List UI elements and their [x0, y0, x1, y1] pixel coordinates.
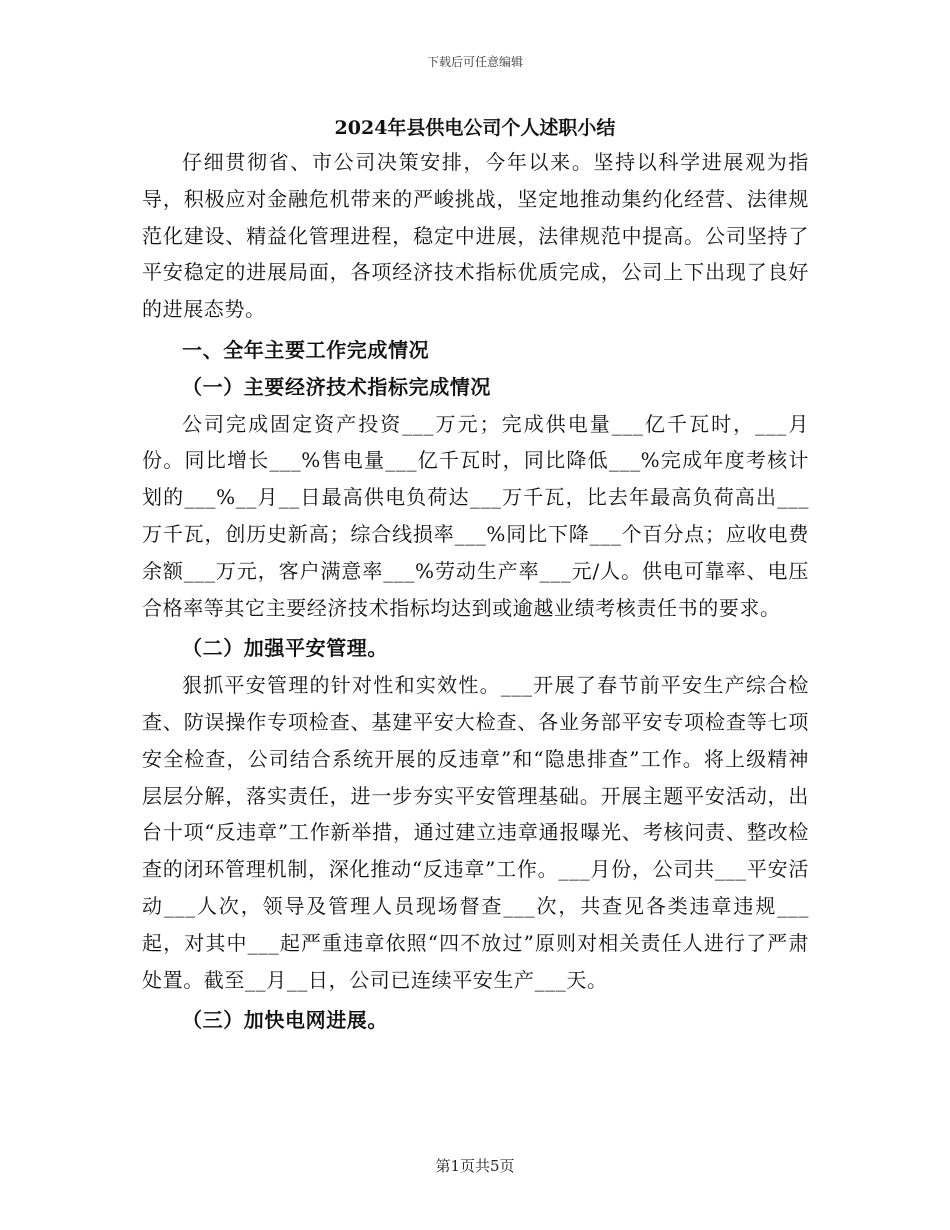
subsection-heading-1: （一）主要经济技术指标完成情况 [182, 374, 491, 399]
page-footer: 第1页共5页 [435, 1157, 515, 1175]
intro-paragraph: 仔细贯彻省、市公司决策安排，今年以来。坚持以科学进展观为指导，积极应对金融危机带来的严峻挑战，坚定地推动集约化经营、法律规范化建设、精益化管理进程，稳定中进展，法律规范中提高。公司坚持了平安稳定的进展局面，各项经济技术指标优质完成，公司上下出现了良好的进展态势。 [142, 150, 809, 322]
section-heading-1: 一、全年主要工作完成情况 [182, 337, 430, 362]
subsection-heading-3: （三）加快电网进展。 [182, 1008, 388, 1033]
document-title: 2024年县供电公司个人述职小结 [334, 117, 616, 139]
subsection-2-paragraph: 狠抓平安管理的针对性和实效性。___开展了春节前平安生产综合检查、防误操作专项检查、基建平安大检查、各业务部平安专项检查等七项安全检查，公司结合系统开展的反违章”和“隐患排查”工作。将上级精神层层分解，落实责任，进一步夯实平安管理基础。开展主题平安活动，出台十项“反违章”工作新举措，通过建立违章通报曝光、考核问责、整改检查的闭环管理机制，深化推动“反违章”工作。___月份，公司共___平安活动___人次，领导及管理人员现场督查___次，共查见各类违章违规___起，对其中___起严重违章依照“四不放过”原则对相关责任人进行了严肃处置。截至__月__日，公司已连续平安生产___天。 [142, 673, 809, 992]
subsection-heading-2: （二）加强平安管理。 [182, 636, 388, 661]
subsection-1-paragraph: 公司完成固定资产投资___万元；完成供电量___亿千瓦时，___月份。同比增长___%售电量___亿千瓦时，同比降低___%完成年度考核计划的___%__月__日最高供电负荷达___万千瓦，比去年最高负荷高出___万千瓦，创历史新高；综合线损率___%同比下降___个百分点；应收电费余额___万元，客户满意率___%劳动生产率___元/人。供电可靠率、电压合格率等其它主要经济技术指标均达到或逾越业绩考核责任书的要求。 [142, 411, 809, 620]
document-body [142, 144, 809, 1039]
page-header: 下载后可任意编辑 [426, 55, 523, 69]
